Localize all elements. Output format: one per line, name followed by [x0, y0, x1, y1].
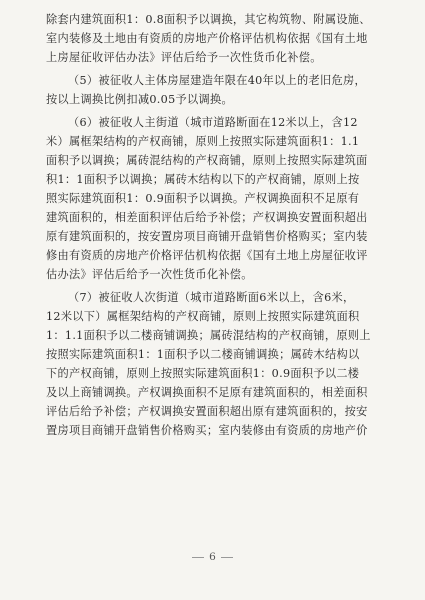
paragraph-7-line: （7）被征收人次街道（城市道路断面6米以上，含6米， [68, 291, 355, 304]
document-body [46, 10, 380, 440]
body-line: 修由有资质的房地产价格评估机构依据《国有土地上房屋征收评 [46, 249, 368, 262]
body-line: 按以上调换比例扣减0.05予以调换。 [46, 93, 233, 106]
body-line: 置房项目商铺开盘销售价格购买；室内装修由有资质的房地产价 [46, 424, 368, 437]
body-line: 及以上商铺调换。产权调换面积不足原有建筑面积的，相差面积 [46, 386, 368, 399]
body-line: 12米以下）属框架结构的产权商铺，原则上按照实际建筑面积 [46, 310, 360, 323]
body-line: 建筑面积的，相差面积评估后给予补偿；产权调换安置面积超出 [46, 211, 368, 224]
body-line: 上房屋征收评估办法》评估后给予一次性货币化补偿。 [46, 51, 322, 64]
footer-dash-left [192, 557, 204, 558]
page-footer [0, 551, 425, 563]
body-line: 米）属框架结构的产权商铺，原则上按照实际建筑面积1：1.1 [46, 135, 360, 148]
body-line: 原有建筑面积的，按安置房项目商铺开盘销售价格购买；室内装 [46, 230, 368, 243]
paragraph-5-line: （5）被征收人主体房屋建造年限在40年以上的老旧危房， [68, 74, 366, 87]
body-line: 积1：1面积予以调换；属砖木结构以下的产权商铺，原则上按 [46, 173, 360, 186]
body-line: 评估后给予补偿；产权调换安置面积超出原有建筑面积的，按安 [46, 405, 368, 418]
body-line: 估办法》评估后给予一次性货币化补偿。 [46, 268, 253, 281]
body-line: 下的产权商铺，原则上按照实际建筑面积1：0.9面积予以二楼 [46, 367, 360, 380]
body-line: 按照实际建筑面积1：1面积予以二楼商铺调换；属砖木结构以 [46, 348, 360, 361]
body-line: 除套内建筑面积1：0.8面积予以调换，其它构筑物、附属设施、 [46, 13, 371, 26]
body-line: 室内装修及土地由有资质的房地产价格评估机构依据《国有土地 [46, 32, 368, 45]
footer-dash-right [221, 557, 233, 558]
body-line: 面积予以调换；属砖混结构的产权商铺，原则上按照实际建筑面 [46, 154, 368, 167]
paragraph-6-line: （6）被征收人主街道（城市道路断面在12米以上，含12 [68, 116, 358, 129]
page-number: 6 [209, 551, 216, 563]
body-line: 照实际建筑面积1：0.9面积予以调换。产权调换面积不足原有 [46, 192, 360, 205]
body-line: 1：1.1面积予以二楼商铺调换；属砖混结构的产权商铺，原则上 [46, 329, 371, 342]
